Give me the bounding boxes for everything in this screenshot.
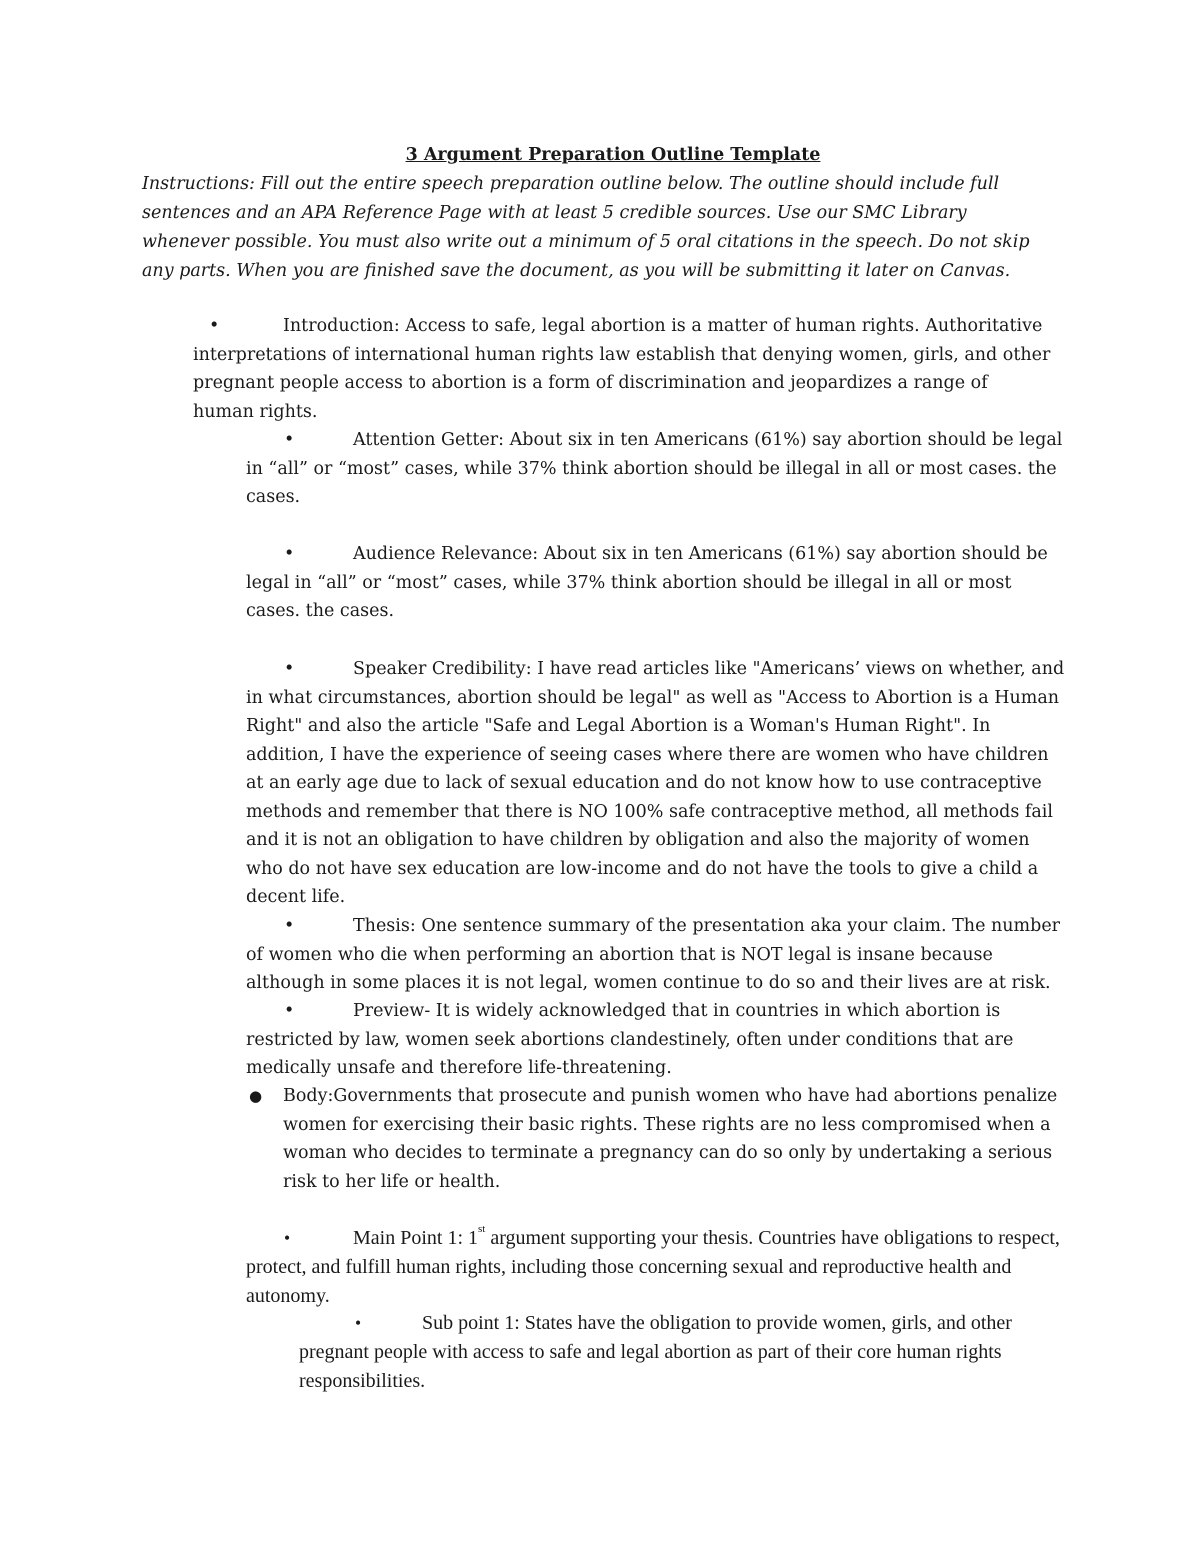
speaker-credibility-text: Speaker Credibility: I have read articles like "Americans’ views on whether, and in what circumstances, abortion should be legal" as well as "Access to Abortion is a Human Right" and also the article "Safe and Legal Abortion is a Woman's Human Right". In addition, I have the experience of seeing cases where there are women who have children at an early age due to lack of sexual education and do not know how to use contraceptive methods and remember that there is NO 100% safe contraceptive method, all methods fail and it is not an obligation to have children by obligation and also the majority of women who do not have sex education are low-income and do not have the tools to give a child a decent life. [246,659,1065,907]
bullet-icon: • [284,430,295,450]
bullet-icon: • [284,544,295,564]
speaker-credibility-item [246,655,1071,912]
audience-relevance-item [246,540,1071,626]
bullet-icon: • [284,659,295,679]
sub-point-1-text: Sub point 1: States have the obligation to provide women, girls, and other pregnant people with access to safe and legal abortion as part of their core human rights responsibilities. [299,1312,1012,1392]
bullet-icon: • [284,1228,291,1248]
main-point-1-prefix: Main Point 1: 1 [353,1227,479,1249]
sub-point-1-item [299,1309,1079,1396]
filled-bullet-icon: ● [249,1087,263,1105]
thesis-item [246,912,1071,998]
body-item [249,1082,1063,1196]
body-text: Body:Governments that prosecute and punish women who have had abortions penalize women for exercising their basic rights. These rights are no less compromised when a woman who decides to terminate a pregnancy can do so only by undertaking a serious risk to her life or health. [283,1086,1058,1192]
preview-item [246,997,1071,1083]
introduction-item [193,312,1053,426]
main-point-1-item [246,1224,1071,1311]
bullet-icon: • [355,1313,362,1333]
ordinal-suffix: st [478,1223,486,1235]
attention-getter-text: Attention Getter: About six in ten Americans (61%) say abortion should be legal in “all” or “most” cases, while 37% think abortion should be illegal in all or most cases. the cases. [246,430,1063,507]
main-point-1-text [246,1224,1071,1311]
bullet-icon: • [284,916,295,936]
audience-relevance-text: Audience Relevance: About six in ten Americans (61%) say abortion should be legal in “all” or “most” cases, while 37% think abortion should be illegal in all or most cases. the cases. [246,544,1048,621]
introduction-text: Introduction: Access to safe, legal abortion is a matter of human rights. Authoritative interpretations of international human rights law establish that denying women, girls, and other pregnant people access to abortion is a form of discrimination and jeopardizes a range of human rights. [193,316,1051,422]
document-title: 3 Argument Preparation Outline Template [405,145,821,165]
bullet-icon: • [209,316,220,336]
thesis-text: Thesis: One sentence summary of the presentation aka your claim. The number of women who die when performing an abortion that is NOT legal is insane because although in some places it is not legal, women continue to do so and their lives are at risk. [246,916,1061,993]
bullet-icon: • [284,1001,295,1021]
preview-text: Preview- It is widely acknowledged that in countries in which abortion is restricted by law, women seek abortions clandestinely, often under conditions that are medically unsafe and therefore life-threatening. [246,1001,1014,1078]
main-point-1-rest: argument supporting your thesis. Countries have obligations to respect, protect, and fulfill human rights, including those concerning sexual and reproductive health and autonomy. [246,1227,1060,1307]
instructions-paragraph: Instructions: Fill out the entire speech preparation outline below. The outline should include full sentences and an APA Reference Page with at least 5 credible sources. Use our SMC Library whenever possible. You must also write out a minimum of 5 oral citations in the speech. Do not skip any parts. When you are finished save the document, as you will be submitting it later on Canvas. [142,174,1030,281]
attention-getter-item [246,426,1071,512]
